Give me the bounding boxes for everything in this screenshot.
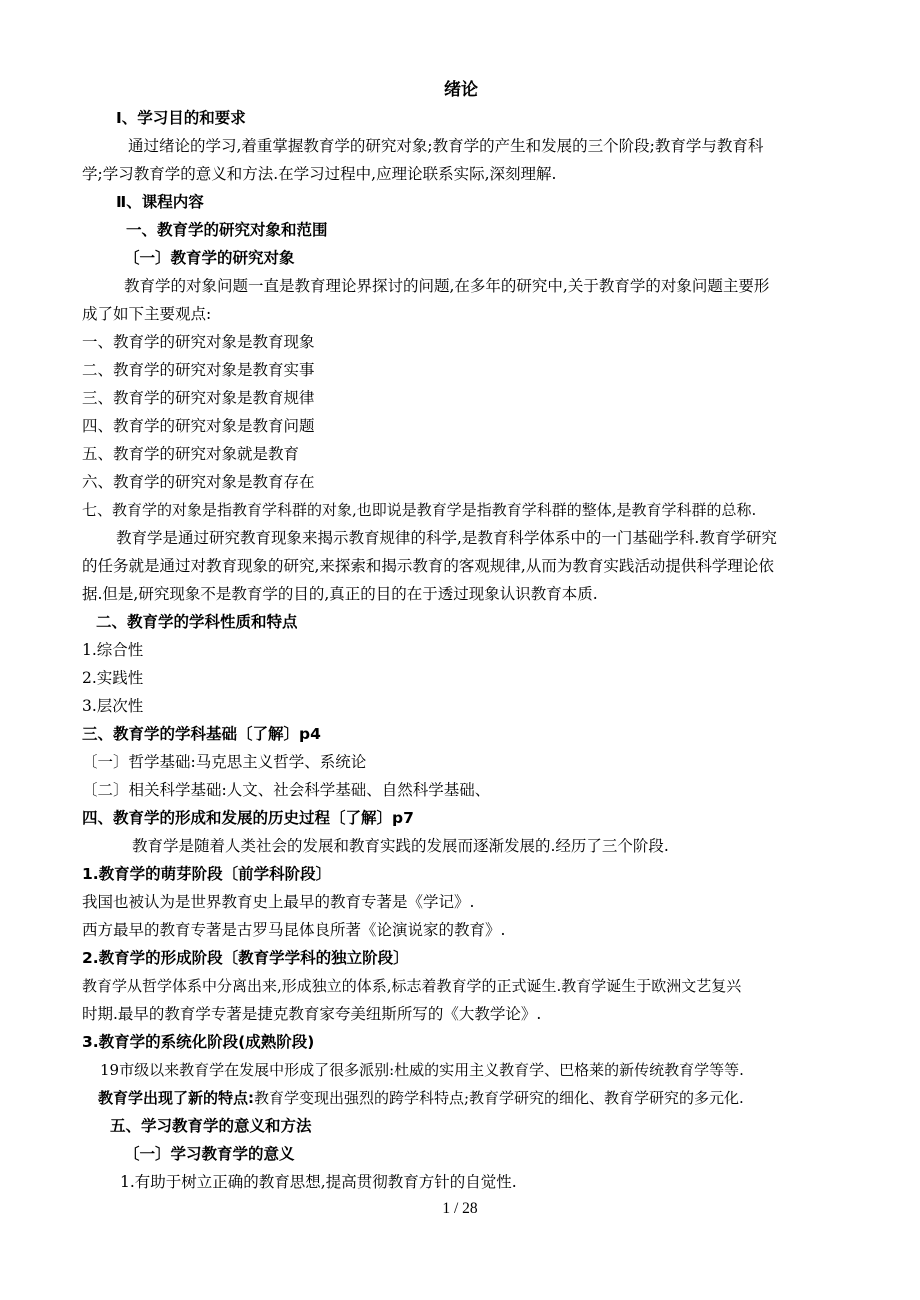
paragraph-line: 据.但是,研究现象不是教育学的目的,真正的目的在于透过现象认识教育本质. <box>82 585 598 603</box>
subsection-heading: 〔一〕学习教育学的意义 <box>124 1145 295 1163</box>
section-heading-content: Ⅱ、课程内容 <box>116 193 204 211</box>
list-item: 三、教育学的研究对象是教育规律 <box>82 389 315 407</box>
section-heading: 二、教育学的学科性质和特点 <box>96 613 298 631</box>
paragraph-line: 的任务就是通过对教育现象的研究,来探索和揭示教育的客观规律,从而为教育实践活动提供科学理论依 <box>82 557 774 575</box>
paragraph-line: 我国也被认为是世界教育史上最早的教育专著是《学记》. <box>82 893 475 911</box>
paragraph-line: 19市级以来教育学在发展中形成了很多派别:杜威的实用主义教育学、巴格莱的新传统教育学等等. <box>100 1061 744 1079</box>
emphasis-text: 教育学变现出强烈的跨学科特点;教育学研究的细化、教育学研究的多元化. <box>254 1089 744 1107</box>
emphasis-label: 教育学出现了新的特点: <box>98 1089 254 1107</box>
paragraph-line: 成了如下主要观点: <box>82 305 212 323</box>
paragraph-line: 通过绪论的学习,着重掌握教育学的研究对象;教育学的产生和发展的三个阶段;教育学与教育科 <box>128 137 764 155</box>
list-item: 七、教育学的对象是指教育学科群的对象,也即说是教育学是指教育学科群的整体,是教育学科群的总称. <box>82 501 757 519</box>
list-item: 六、教育学的研究对象是教育存在 <box>82 473 315 491</box>
paragraph-line: 时期.最早的教育学专著是捷克教育家夸美纽斯所写的《大教学论》. <box>82 1005 542 1023</box>
page-number: 1 / 28 <box>442 1200 478 1217</box>
paragraph-line <box>98 1088 744 1108</box>
list-item: 2.实践性 <box>82 669 144 687</box>
subsection-heading: 2.教育学的形成阶段〔教育学学科的独立阶段〕 <box>82 949 409 967</box>
paragraph-line: 教育学的对象问题一直是教育理论界探讨的问题,在多年的研究中,关于教育学的对象问题主要形 <box>124 277 770 295</box>
list-item: 1.有助于树立正确的教育思想,提高贯彻教育方针的自觉性. <box>120 1173 517 1191</box>
list-item: 〔二〕相关科学基础:人文、社会科学基础、自然科学基础、 <box>82 781 491 799</box>
subsection-heading: 1.教育学的萌芽阶段〔前学科阶段〕 <box>82 865 332 883</box>
list-item: 五、教育学的研究对象就是教育 <box>82 445 300 463</box>
section-heading: 五、学习教育学的意义和方法 <box>110 1117 312 1135</box>
list-item: 一、教育学的研究对象是教育现象 <box>82 333 315 351</box>
subsection-heading: 〔一〕教育学的研究对象 <box>124 249 295 267</box>
paragraph-line: 教育学是通过研究教育现象来揭示教育规律的科学,是教育科学体系中的一门基础学科.教育学研究 <box>116 529 777 547</box>
paragraph-line: 教育学从哲学体系中分离出来,形成独立的体系,标志着教育学的正式诞生.教育学诞生于欧洲文艺复兴 <box>82 977 742 995</box>
document-title: 绪论 <box>444 80 478 100</box>
paragraph-line: 教育学是随着人类社会的发展和教育实践的发展而逐渐发展的.经历了三个阶段. <box>132 837 669 855</box>
paragraph-line: 西方最早的教育专著是古罗马昆体良所著《论演说家的教育》. <box>82 921 506 939</box>
list-item: 四、教育学的研究对象是教育问题 <box>82 417 315 435</box>
list-item: 〔一〕哲学基础:马克思主义哲学、系统论 <box>82 753 367 771</box>
section-heading: 三、教育学的学科基础〔了解〕p4 <box>82 725 321 743</box>
paragraph-line: 学;学习教育学的意义和方法.在学习过程中,应理论联系实际,深刻理解. <box>82 165 557 183</box>
section-heading-objectives: Ⅰ、学习目的和要求 <box>116 109 246 127</box>
list-item: 1.综合性 <box>82 641 144 659</box>
subsection-heading: 一、教育学的研究对象和范围 <box>126 221 328 239</box>
list-item: 3.层次性 <box>82 697 144 715</box>
subsection-heading: 3.教育学的系统化阶段(成熟阶段) <box>82 1033 315 1051</box>
section-heading: 四、教育学的形成和发展的历史过程〔了解〕p7 <box>82 809 414 827</box>
list-item: 二、教育学的研究对象是教育实事 <box>82 361 315 379</box>
